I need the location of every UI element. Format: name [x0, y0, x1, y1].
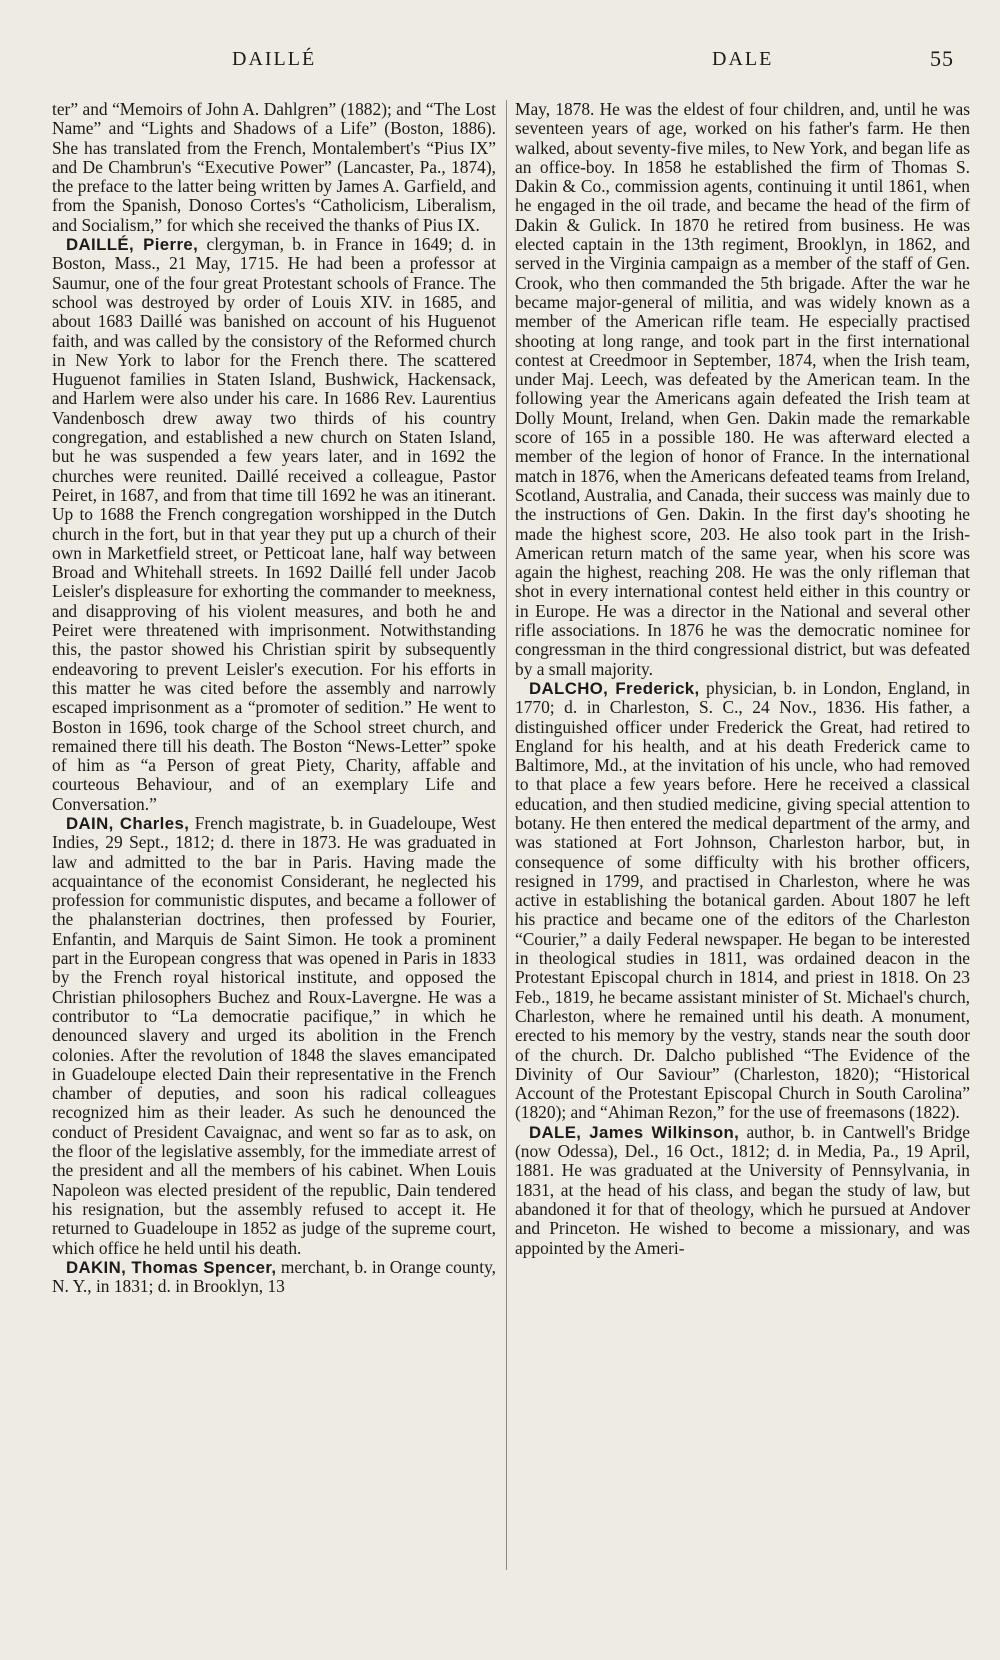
- entry-continuation: May, 1878. He was the eldest of four children, and, until he was seventeen years of age, worked on his father's farm. He then walked, about seventy-five miles, to New York, and began life as an office-boy. In 1858 he established the firm of Thomas S. Dakin & Co., commission agents, continuing it until 1861, when he engaged in the oil trade, and became the head of the firm of Dakin & Gulick. In 1870 he retired from business. He was elected captain in the 13th regiment, Brooklyn, in 1862, and served in the Virginia campaign as a member of the staff of Gen. Crook, who then commanded the 5th brigade. After the war he became major-general of militia, and was widely known as a member of the American rifle team. He especially practised shooting at long range, and took part in the first international contest at Creedmoor in September, 1874, when the Irish team, under Maj. Leech, was defeated by the American team. In the following year the Americans again defeated the Irish team at Dolly Mount, Ireland, when Gen. Dakin made the remarkable score of 165 in a possible 180. He was afterward elected a member of the legion of honor of France. In the international match in 1876, when the Americans defeated teams from Ireland, Scotland, Australia, and Canada, their success was mainly due to the instructions of Gen. Dakin. In the first day's shooting he made the highest score, 203. He also took part in the Irish-American return match of the same year, when his score was again the highest, reaching 208. He was the only rifleman that shot in every international contest held either in this country or in Europe. He was a director in the National and several other rifle associations. In 1876 he was the democratic nominee for congressman in the third congressional district, but was defeated by a small majority.: [515, 99, 970, 679]
- page-number: 55: [930, 46, 954, 71]
- entry-dakin: [52, 1258, 496, 1297]
- header-right-title: DALE: [712, 48, 774, 70]
- entry-headword: DAILLÉ, Pierre,: [66, 235, 199, 255]
- header-left-title: DAILLÉ: [232, 48, 317, 70]
- entry-dale: [515, 1123, 970, 1258]
- running-header: [0, 44, 1000, 78]
- entry-body: author, b. in Cantwell's Bridge (now Odessa), Del., 16 Oct., 1812; d. in Media, Pa., 19 April, 1881. He was graduated at the University of Pennsylvania, in 1831, at the head of his class, and began the study of law, but abandoned it for that of theology, which he pursued at Andover and Princeton. He wished to become a missionary, and was appointed by the Ameri-: [515, 1121, 971, 1258]
- entry-continuation: ter” and “Memoirs of John A. Dahlgren” (1882); and “The Lost Name” and “Lights and Shadows of a Life” (Boston, 1886). She has translated from the French, Montalembert's “Pius IX” and De Chambrun's “Executive Power” (Lancaster, Pa., 1874), the preface to the latter being written by James A. Garfield, and from the Spanish, Donoso Cortes's “Catholicism, Liberalism, and Socialism,” for which she received the thanks of Pius IX.: [52, 99, 496, 235]
- entry-body: French magistrate, b. in Guadeloupe, West Indies, 29 Sept., 1812; d. there in 1873. He was graduated in law and admitted to the bar in Paris. Having made the acquaintance of the economist Considerant, he neglected his profession for communistic disputes, and became a follower of the phalansterian doctrines, then professed by Fourier, Enfantin, and Marquis de Saint Simon. He took a prominent part in the European congress that was opened in Paris in 1833 by the French royal historical institute, and opposed the Christian philosophers Buchez and Roux-Lavergne. He was a contributor to “La democratie pacifique,” in which he denounced slavery and urged its abolition in the French colonies. After the revolution of 1848 the slaves emancipated in Guadeloupe elected Dain their representative in the French chamber of deputies, and soon his radical colleagues recognized him as their leader. As such he denounced the conduct of President Cavaignac, and went so far as to ask, on the floor of the legislative assembly, for the immediate arrest of the president and all the members of his cabinet. When Louis Napoleon was elected president of the republic, Dain tendered his resignation, but the assembly refused to accept it. He returned to Guadeloupe in 1852 as judge of the supreme court, which office he held until his death.: [52, 812, 497, 1258]
- entry-dain: [52, 814, 496, 1258]
- entry-body: clergyman, b. in France in 1649; d. in Boston, Mass., 21 May, 1715. He had been a professor at Saumur, one of the four great Protestant schools of France. The school was destroyed by order of Louis XIV. in 1685, and about 1683 Daillé was banished on account of his Huguenot faith, and was called by the consistory of the Reformed church in New York to labor for the French there. The scattered Huguenot families in Staten Island, Bushwick, Hackensack, and Harlem were also under his care. In 1686 Rev. Laurentius Vandenbosch drew away two thirds of his country congregation, and established a new church on Staten Island, but he was suspended a few years later, and in 1692 the churches were reunited. Daillé received a colleague, Pastor Peiret, in 1687, and from that time till 1692 he was an itinerant. Up to 1688 the French congregation worshipped in the Dutch church in the fort, but in that year they put up a church of their own in Marketfield street, or Petticoat lane, half way between Broad and Whitehall streets. In 1692 Daillé fell under Jacob Leisler's displeasure for exhorting the commander to meekness, and disapproving of his violent measures, and both he and Peiret were threatened with imprisonment. Notwithstanding this, the pastor showed his Christian spirit by subsequently endeavoring to prevent Leisler's execution. For his efforts in this matter he was cited before the assembly and narrowly escaped imprisonment as a “promoter of sedition.” He went to Boston in 1696, took charge of the School street church, and remained there till his death. The Boston “News-Letter” spoke of him as “a Person of great Piety, Charity, affable and courteous Behaviour, and of an exemplary Life and Conversation.”: [52, 234, 496, 814]
- entry-body: physician, b. in London, England, in 1770; d. in Charleston, S. C., 24 Nov., 1836. His father, a distinguished officer under Frederick the Great, had retired to England for his health, and at his death Frederick came to Baltimore, Md., at the invitation of his uncle, who had removed to that place a few years before. Here he received a classical education, and then studied medicine, giving special attention to botany. He then entered the medical department of the army, and was stationed at Fort Johnson, Charleston harbor, but, in consequence of some difficulty with his brother officers, resigned in 1799, and practised in Charleston, where he was active in establishing the botanical garden. About 1807 he left his practice and became one of the editors of the Charleston “Courier,” a daily Federal newspaper. He began to be interested in theological studies in 1811, was ordained deacon in the Protestant Episcopal church in 1814, and priest in 1818. On 23 Feb., 1819, he became assistant minister of St. Michael's church, Charleston, where he remained until his death. A monument, erected to his memory by the vestry, stands near the south door of the church. Dr. Dalcho published “The Evidence of the Divinity of Our Saviour” (Charleston, 1820); “Historical Account of the Protestant Episcopal Church in South Carolina” (1820); and “Ahiman Rezon,” for the use of freemasons (1822).: [515, 677, 970, 1123]
- entry-headword: DAIN, Charles,: [66, 813, 190, 833]
- entry-headword: DALCHO, Frederick,: [529, 678, 700, 698]
- entry-dalcho: [515, 679, 970, 1123]
- entry-body: merchant, b. in Orange county, N. Y., in 1831; d. in Brooklyn, 13: [52, 1256, 496, 1297]
- right-column: [515, 100, 970, 1258]
- entry-daille: [52, 235, 496, 814]
- column-divider: [506, 100, 507, 1570]
- left-column: [52, 100, 496, 1296]
- entry-headword: DAKIN, Thomas Spencer,: [66, 1257, 277, 1277]
- entry-headword: DALE, James Wilkinson,: [529, 1122, 740, 1142]
